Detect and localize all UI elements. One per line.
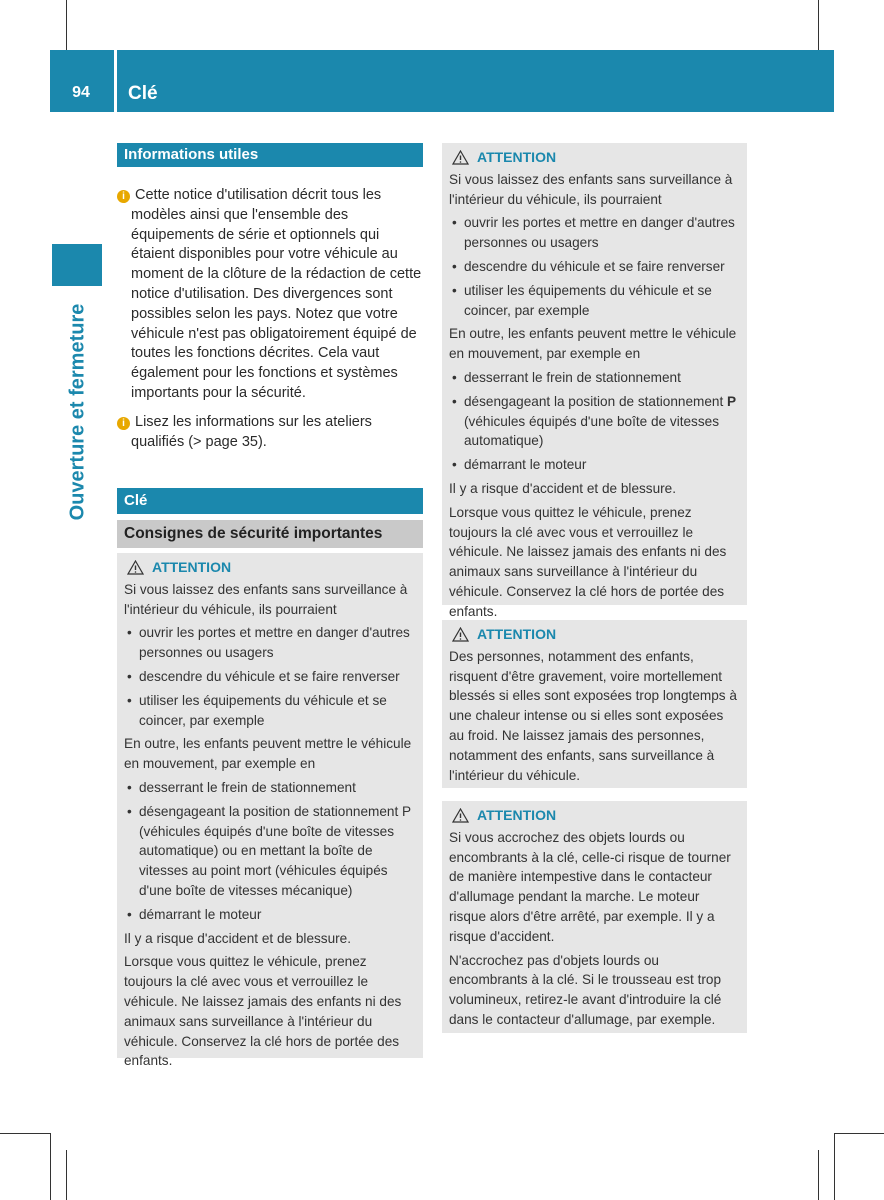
list-item: • désengageant la position de stationnement P (véhicules équipés d'une boîte de vitesses automatique) (449, 392, 740, 451)
warning-list (449, 368, 740, 475)
crop-mark (834, 1133, 835, 1200)
warning-box (442, 801, 747, 1033)
subheading-safety: Consignes de sécurité importantes (117, 520, 423, 548)
warning-risk: Il y a risque d'accident et de blessure. (124, 930, 352, 946)
warning-box (442, 143, 747, 619)
info-note (117, 186, 423, 404)
list-item: • démarrant le moteur (449, 455, 740, 475)
crop-mark (818, 1150, 819, 1200)
crop-mark (834, 1133, 884, 1134)
crop-mark (66, 0, 67, 50)
side-tab-label: Ouverture et fermeture (66, 303, 89, 521)
info-icon: i (117, 417, 130, 430)
warning-list (124, 623, 416, 730)
warning-list (449, 213, 740, 320)
info-note (117, 413, 423, 453)
page-header (50, 50, 834, 112)
warning-intro: Si vous laissez des enfants sans surveillance à l'intérieur du véhicule, ils pourraient (124, 581, 408, 617)
list-item: • utiliser les équipements du véhicule et se coincer, par exemple (449, 281, 740, 321)
warning-title: ATTENTION (124, 558, 416, 578)
list-item: • démarrant le moteur (124, 905, 416, 925)
warning-triangle-icon (452, 627, 469, 642)
crop-mark (66, 1150, 67, 1200)
side-tab-marker (52, 244, 102, 286)
info-note-text: Cette notice d'utilisation décrit tous les modèles ainsi que l'ensemble des équipements de série et optionnels qui étaient disponibles pour votre véhicule au moment de la clôture de la rédaction de cette notice d'utilisation. Des divergences sont possibles selon les pays. Notez que votre véhicule n'est pas obligatoirement équipé de toutes les fonctions décrites. Cela vaut également pour les fonctions et systèmes importants pour la sécurité. (131, 187, 422, 401)
page-number: 94 (72, 84, 90, 101)
warning-closing: Lorsque vous quittez le véhicule, prenez toujours la clé avec vous et verrouillez le véhicule. Ne laissez jamais des enfants ni des animaux sans surveillance à l'intérieur du véhicule. Conservez la clé hors de portée des enfants. (449, 504, 727, 619)
warning-box (442, 620, 747, 788)
warning-closing: Lorsque vous quittez le véhicule, prenez toujours la clé avec vous et verrouillez le véhicule. Ne laissez jamais des enfants ni des animaux sans surveillance à l'intérieur du véhicule. Conservez la clé hors de portée des enfants. (124, 954, 402, 1069)
warning-title: ATTENTION (449, 148, 740, 168)
list-item: • utiliser les équipements du véhicule et se coincer, par exemple (124, 691, 416, 731)
section-heading-cle: Clé (117, 488, 423, 514)
list-item: • descendre du véhicule et se faire renverser (449, 257, 740, 277)
list-item: • desserrant le frein de stationnement (449, 368, 740, 388)
list-item: • ouvrir les portes et mettre en danger d'autres personnes ou usagers (449, 213, 740, 253)
warning-body: Des personnes, notamment des enfants, risquent d'être gravement, voire mortellement blessés si elles sont exposées trop longtemps à une chaleur intense ou si elles sont exposées au froid. Ne laissez jamais des personnes, notamment des enfants, sans surveillance à l'intérieur du véhicule. (449, 648, 737, 783)
info-notes (117, 186, 423, 452)
warning-triangle-icon (127, 560, 144, 575)
list-item: • désengageant la position de stationnement P (véhicules équipés d'une boîte de vitesses automatique) ou en mettant la boîte de vitesses au point mort (véhicules équipés d'une boîte de vitesses mécanique) (124, 802, 416, 901)
crop-mark (818, 0, 819, 50)
info-note-text: Lisez les informations sur les ateliers qualifiés (> page 35). (131, 413, 372, 450)
info-icon: i (117, 190, 130, 203)
warning-intro: Si vous laissez des enfants sans surveillance à l'intérieur du véhicule, ils pourraient (449, 171, 733, 207)
warning-paragraph: En outre, les enfants peuvent mettre le véhicule en mouvement, par exemple en (124, 736, 412, 772)
warning-box (117, 553, 423, 1069)
warning-title: ATTENTION (449, 625, 740, 645)
header-divider (114, 50, 117, 112)
warning-body: N'accrochez pas d'objets lourds ou encombrants à la clé. Si le trousseau est trop volumineux, retirez-le avant d'introduire la clé dans le contacteur d'allumage, par exemple. (449, 952, 722, 1027)
warning-list (124, 778, 416, 925)
warning-triangle-icon (452, 808, 469, 823)
warning-paragraph: En outre, les enfants peuvent mettre le véhicule en mouvement, par exemple en (449, 326, 737, 362)
warning-title: ATTENTION (449, 806, 740, 826)
crop-mark (50, 1133, 51, 1200)
warning-risk: Il y a risque d'accident et de blessure. (449, 480, 677, 496)
list-item: • desserrant le frein de stationnement (124, 778, 416, 798)
warning-body: Si vous accrochez des objets lourds ou encombrants à la clé, celle-ci risque de tourner de manière intempestive dans le contacteur d'allumage pendant la marche. Le moteur risque alors d'être arrêté, par exemple. Il y a risque d'accident. (449, 829, 731, 944)
section-heading-informations: Informations utiles (117, 143, 423, 167)
list-item: • ouvrir les portes et mettre en danger d'autres personnes ou usagers (124, 623, 416, 663)
crop-mark (0, 1133, 50, 1134)
list-item: • descendre du véhicule et se faire renverser (124, 667, 416, 687)
warning-triangle-icon (452, 150, 469, 165)
chapter-title: Clé (128, 83, 158, 104)
